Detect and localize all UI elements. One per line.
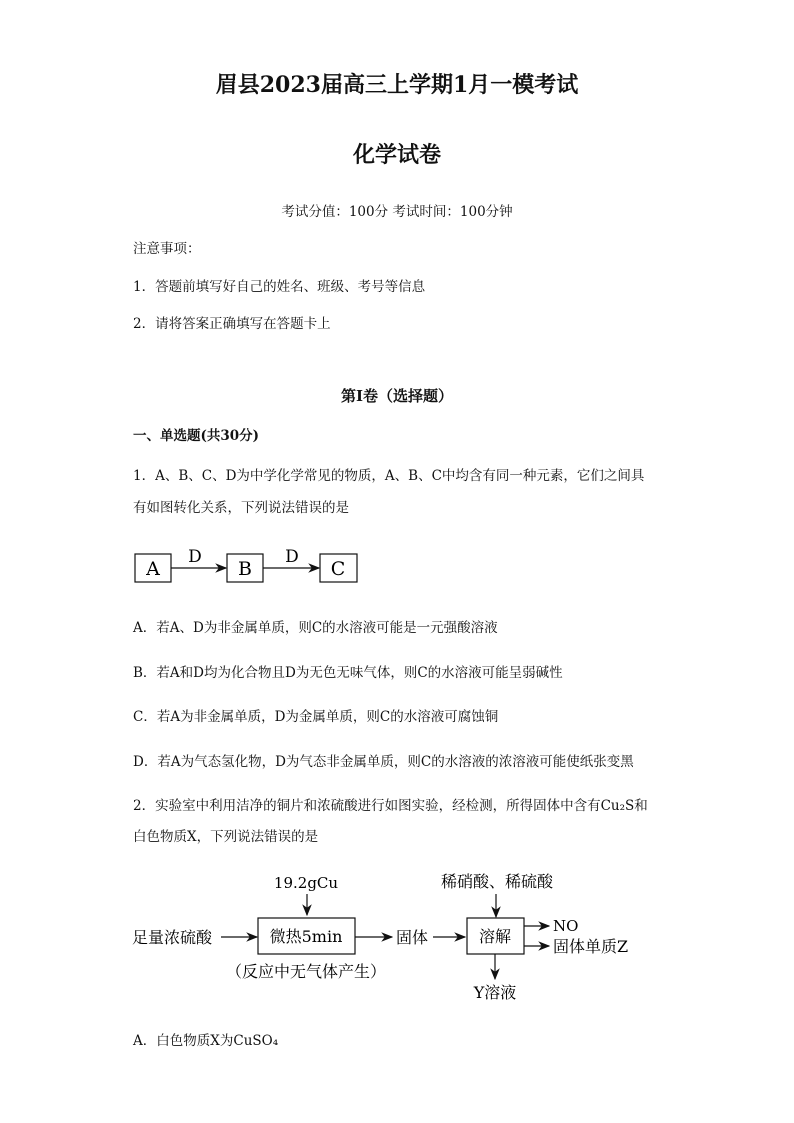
box-c-label: C <box>330 558 346 580</box>
q1-option-a: A．若A、D为非金属单质，则C的水溶液可能是一元强酸溶液 <box>133 620 498 636</box>
page-subtitle: 化学试卷 <box>352 142 441 168</box>
notes-heading: 注意事项： <box>133 241 201 257</box>
q2-stem-line1: 2．实验室中利用洁净的铜片和浓硫酸进行如图实验，经检测，所得固体中含有Cu₂S和 <box>133 798 648 814</box>
q1-option-b: B．若A和D均为化合物且D为无色无味气体，则C的水溶液可能呈弱碱性 <box>133 665 563 681</box>
box-b-label: B <box>238 558 252 580</box>
cu-input-label: 19.2gCu <box>273 874 339 892</box>
part-title: 一、单选题(共30分) <box>133 428 260 444</box>
q1-option-d: D．若A为气态氢化物，D为气态非金属单质，则C的水溶液的浓溶液可能使纸张变黑 <box>133 754 634 770</box>
page-title: 眉县2023届高三上学期1月一模考试 <box>215 72 579 98</box>
notes-item: 1．答题前填写好自己的姓名、班级、考号等信息 <box>133 279 426 295</box>
volume-title: 第I卷（选择题） <box>340 387 454 405</box>
arrow1-label: D <box>188 547 202 567</box>
acid-input-label: 足量浓硫酸 <box>132 928 213 947</box>
out-solid-label: 固体单质Z <box>553 937 629 956</box>
step1-label: 微热5min <box>269 927 343 946</box>
step2-label: 溶解 <box>478 927 512 946</box>
intermediate-label: 固体 <box>396 928 429 947</box>
q1-option-c: C．若A为非金属单质，D为金属单质，则C的水溶液可腐蚀铜 <box>133 709 499 725</box>
q2-option-a: A．白色物质X为CuSO₄ <box>133 1033 279 1049</box>
exam-info: 考试分值：100分 考试时间：100分钟 <box>281 204 513 220</box>
q2-experiment-diagram <box>128 862 668 1007</box>
q2-stem-line2: 白色物质X，下列说法错误的是 <box>133 829 319 845</box>
step1-note: （反应中无气体产生） <box>225 962 387 981</box>
q1-stem-line2: 有如图转化关系，下列说法错误的是 <box>133 500 349 516</box>
out-solution-label: Y溶液 <box>473 983 517 1002</box>
notes-item: 2．请将答案正确填写在答题卡上 <box>133 316 331 332</box>
q1-conversion-diagram <box>130 540 370 590</box>
reagents-label: 稀硝酸、稀硫酸 <box>440 872 554 891</box>
arrow2-label: D <box>285 547 299 567</box>
q1-stem-line1: 1．A、B、C、D为中学化学常见的物质，A、B、C中均含有同一种元素，它们之间具 <box>133 468 645 484</box>
out-gas-label: NO <box>553 917 579 935</box>
box-a-label: A <box>146 558 160 580</box>
